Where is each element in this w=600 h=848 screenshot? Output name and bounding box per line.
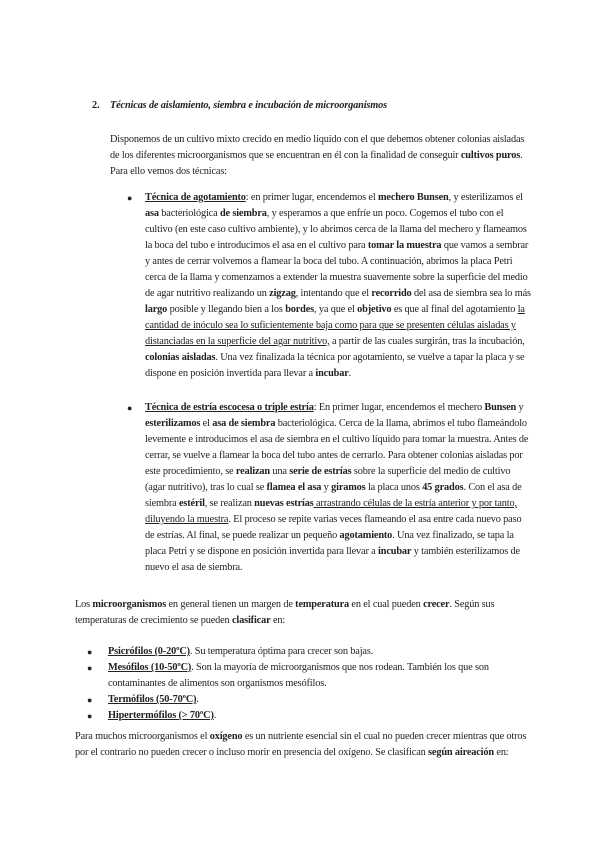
bullet-icon: ● bbox=[87, 695, 93, 705]
text-run: . Según sus temperaturas de crecimiento se pueden bbox=[75, 599, 495, 626]
text-run: es que al final del agotamiento bbox=[391, 304, 518, 315]
section-heading bbox=[92, 100, 562, 111]
list-item-hipertermofilos bbox=[87, 708, 528, 724]
underlined-run: la cantidad de inóculo sea lo suficientemente baja como para que se presenten células aisladas y distanciadas en la superficie del agar nutritivo, bbox=[145, 304, 525, 347]
oxygen-paragraph bbox=[75, 729, 535, 761]
bold-run: serie de estrías bbox=[289, 466, 352, 477]
bold-run: asa de siembra bbox=[212, 418, 276, 429]
bold-run: recorrido bbox=[371, 288, 412, 299]
text-run: bacteriológica. Cerca de la llama, abrimos el tubo flameándolo levemente e introducimos el asa de siembra en el cultivo líquido para tomar la muestra. Antes de cerrar, se vuelve a flamear la boca del tubo antes de cerrarlo. Para obtener colonias aisladas por este procedimiento, se bbox=[145, 418, 529, 477]
section-title: Técnicas de aislamiento, siembra e incubación de microorganismos bbox=[110, 100, 387, 111]
bold-run: clasificar bbox=[231, 615, 271, 626]
bold-run: asa bbox=[145, 208, 159, 219]
bold-run: largo bbox=[145, 304, 168, 315]
bold-run: objetivo bbox=[357, 304, 392, 315]
text-run: . Con el asa de siembra bbox=[145, 482, 522, 509]
temp-desc: . bbox=[213, 710, 217, 721]
temp-desc: . Su temperatura óptima para crecer son bajas. bbox=[189, 646, 374, 657]
text-run: del asa de siembra sea lo más bbox=[411, 288, 531, 299]
text-run: que vamos a sembrar y antes de cerrar volvemos a flamear la boca del tubo. A continuación, abrimos la placa Petri cerca de la llama y comenzamos a extender la muestra suavemente sobre la superficie del medio de agar nutritivo realizando un bbox=[145, 240, 529, 299]
temp-desc: . bbox=[196, 694, 199, 705]
list-item-agotamiento bbox=[127, 190, 532, 382]
bold-run: nuevas estrías bbox=[254, 498, 314, 509]
intro-paragraph bbox=[110, 132, 528, 180]
text-run: , y esterilizamos el bbox=[448, 192, 523, 203]
text-run: . bbox=[348, 368, 352, 379]
temp-term: Termófilos (50-70ºC) bbox=[108, 694, 197, 705]
bold-run: bordes bbox=[285, 304, 315, 315]
bold-run: realizan bbox=[235, 466, 270, 477]
text-run: en general tienen un margen de bbox=[166, 599, 296, 610]
text-run: en: bbox=[270, 615, 286, 626]
bold-run: incubar bbox=[315, 368, 349, 379]
text-run: Para muchos microorganismos el bbox=[75, 731, 210, 742]
bold-run: temperatura bbox=[295, 599, 349, 610]
bold-run: microorganismos bbox=[92, 599, 167, 610]
text-run: una bbox=[270, 466, 290, 477]
bold-run: según aireación bbox=[428, 747, 494, 758]
bold-run: incubar bbox=[378, 546, 412, 557]
bullet-icon: ● bbox=[127, 193, 133, 203]
text-run: y también esterilizamos de nuevo el asa de siembra. bbox=[145, 546, 520, 573]
text-run: . Una vez finalizada la técnica por agotamiento, se vuelve a tapar la placa y se dispone en posición invertida para llevar a bbox=[145, 352, 525, 379]
text-run: , intentando que el bbox=[295, 288, 372, 299]
bold-run: colonias aisladas bbox=[145, 352, 216, 363]
text-run: en: bbox=[493, 747, 509, 758]
bullet-icon: ● bbox=[87, 663, 93, 673]
text-run: , se realizan bbox=[204, 498, 255, 509]
text-run: Los bbox=[75, 599, 93, 610]
text-run: , ya que el bbox=[314, 304, 358, 315]
text-run: a partir de las cuales surgirán, tras la incubación, bbox=[329, 336, 525, 347]
bullet-icon: ● bbox=[87, 647, 93, 657]
section-number: 2. bbox=[92, 100, 100, 111]
bold-run: estéril bbox=[178, 498, 205, 509]
microorganisms-paragraph bbox=[75, 597, 535, 629]
text-run: . Una vez finalizado, se tapa la placa Petri y se dispone en posición invertida para llevar a bbox=[145, 530, 514, 557]
bold-run: tomar la muestra bbox=[367, 240, 442, 251]
text-run: bacteriológica bbox=[158, 208, 220, 219]
temp-term: Mesófilos (10-50ºC) bbox=[108, 662, 192, 673]
text-run: sobre la superficie del medio de cultivo (agar nutritivo), tras lo cual se bbox=[145, 466, 511, 493]
bold-run: giramos bbox=[331, 482, 366, 493]
temperature-list bbox=[87, 644, 528, 724]
techniques-list bbox=[127, 190, 532, 594]
text-run: , y esperamos a que enfríe un poco. Cogemos el tubo con el cultivo (en este caso cultivo ambiente), y lo abrimos cerca de la llama del mechero y flameamos la boca del tubo e introducimos el asa en el cultivo para bbox=[145, 208, 527, 251]
bold-run: oxígeno bbox=[209, 731, 243, 742]
bold-run: mechero Bunsen bbox=[377, 192, 449, 203]
temp-desc: . Son la mayoría de microorganismos que nos rodean. También los que son contaminantes de alimentos son organismos mesófilos. bbox=[108, 662, 489, 689]
temp-term: Psicrófilos (0-20ºC) bbox=[108, 646, 190, 657]
bold-run: de siembra bbox=[219, 208, 267, 219]
text-run: es un nutriente esencial sin el cual no pueden crecer mientras que otros por el contrario no pueden crecer o incluso morir en presencia del oxígeno. Se clasifican bbox=[75, 731, 527, 758]
bold-run: flamea el asa bbox=[266, 482, 322, 493]
text-run: . El proceso se repite varias veces flameando el asa entre cada nuevo paso de estrías. Al final, se puede realizar un pequeño bbox=[145, 514, 522, 541]
text-run: : En primer lugar, encendemos el mechero bbox=[313, 402, 485, 413]
text-run: y bbox=[321, 482, 332, 493]
bold-run: Bunsen bbox=[484, 402, 517, 413]
text-run: Disponemos de un cultivo mixto crecido en medio líquido con el que debemos obtener colonias aisladas de los diferentes microorganismos que se encuentran en él con la finalidad de conseguir bbox=[110, 134, 525, 161]
text-run: la placa unos bbox=[365, 482, 423, 493]
technique-term: Técnica de agotamiento bbox=[145, 192, 246, 203]
bold-run: 45 grados bbox=[422, 482, 464, 493]
technique-term: Técnica de estría escocesa o triple estría bbox=[145, 402, 314, 413]
text-run: y bbox=[516, 402, 524, 413]
bold-run: crecer bbox=[423, 599, 450, 610]
text-run: en el cual pueden bbox=[349, 599, 424, 610]
bold-run: agotamiento bbox=[339, 530, 393, 541]
bullet-icon: ● bbox=[87, 711, 93, 721]
list-item-termofilos bbox=[87, 692, 528, 708]
text-run: posible y llegando bien a los bbox=[167, 304, 286, 315]
list-item-psicrofilos bbox=[87, 644, 528, 660]
bold-run: cultivos puros bbox=[460, 150, 521, 161]
bullet-icon: ● bbox=[127, 403, 133, 413]
bold-run: esterilizamos bbox=[145, 418, 201, 429]
list-item-estria bbox=[127, 400, 532, 576]
bold-run: zigzag bbox=[269, 288, 296, 299]
underlined-run: arrastrando células de la estría anterior y por tanto, diluyendo la muestra bbox=[145, 498, 517, 525]
text-run: el bbox=[200, 418, 213, 429]
text-run: . Para ello vemos dos técnicas: bbox=[110, 150, 523, 177]
text-run: : en primer lugar, encendemos el bbox=[245, 192, 378, 203]
temp-term: Hipertermófilos (> 70ºC) bbox=[108, 710, 214, 721]
list-item-mesofilos bbox=[87, 660, 528, 692]
